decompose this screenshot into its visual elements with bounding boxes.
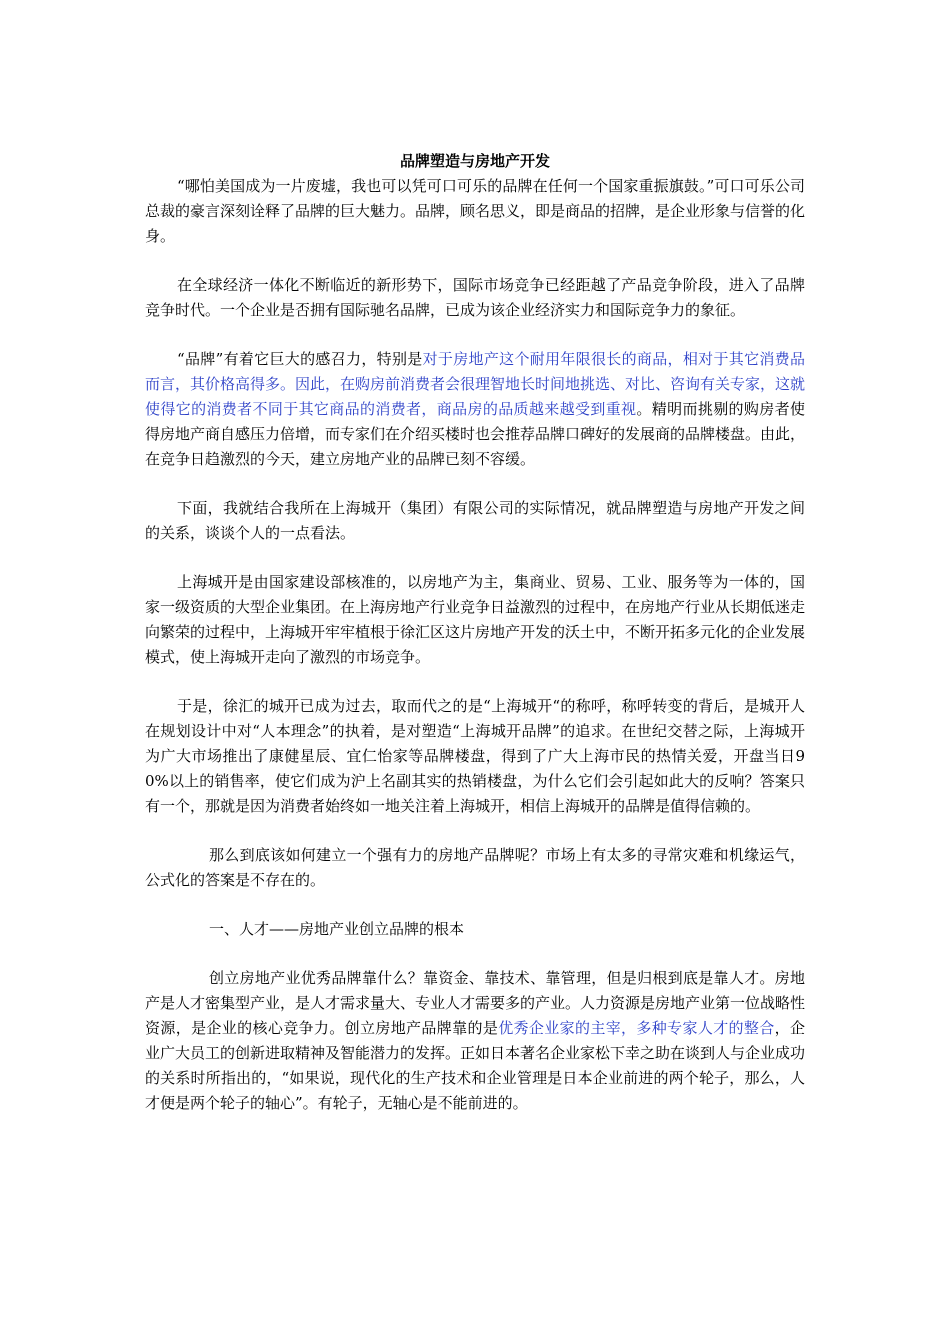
document-title: 品牌塑造与房地产开发 bbox=[399, 152, 550, 170]
hyperlink-text[interactable]: 对于房地产这个耐用年限很长的商品，相对于其它消费品而言，其价格高得多。因此，在购房前消费者会很理智地长时间地挑选、对比、咨询有关专家，这就使得它的消费者不同于其它商品的消费者，商品房的品质越来越受到重视 bbox=[145, 350, 806, 418]
document-page bbox=[145, 150, 805, 1140]
paragraph-9 bbox=[145, 966, 805, 1116]
paragraph-1 bbox=[145, 174, 805, 249]
paragraph-text: “哪怕美国成为一片废墟，我也可以凭可口可乐的品牌在任何一个国家重振旗鼓。”可口可乐公司总裁的豪言深刻诠释了品牌的巨大魅力。品牌，顾名思义，即是商品的招牌，是企业形象与信誉的化身。 bbox=[145, 177, 806, 245]
paragraph-text: 在全球经济一体化不断临近的新形势下，国际市场竞争已经距越了产品竞争阶段，进入了品牌竞争时代。一个企业是否拥有国际驰名品牌，已成为该企业经济实力和国际竞争力的象征。 bbox=[145, 276, 805, 319]
paragraph-4 bbox=[145, 496, 805, 546]
paragraph-text: 下面，我就结合我所在上海城开（集团）有限公司的实际情况，就品牌塑造与房地产开发之间的关系，谈谈个人的一点看法。 bbox=[145, 499, 805, 542]
paragraph-text: “品牌”有着它巨大的感召力，特别是 bbox=[177, 350, 423, 368]
paragraph-text: ，企业广大员工的创新进取精神及智能潜力的发挥。正如日本著名企业家松下幸之助在谈到人与企业成功的关系时所指出的，“如果说，现代化的生产技术和企业管理是日本企业前进的两个轮子，那么，人才便是两个轮子的轴心”。有轮子，无轴心是不能前进的。 bbox=[145, 1019, 806, 1112]
hyperlink-text[interactable]: 优秀企业家的主宰，多种专家人才的整合 bbox=[498, 1019, 775, 1037]
section-heading-text: 一、人才——房地产业创立品牌的根本 bbox=[209, 920, 465, 938]
section-heading bbox=[145, 917, 805, 942]
paragraph-text: 上海城开是由国家建设部核准的，以房地产为主，集商业、贸易、工业、服务等为一体的，国家一级资质的大型企业集团。在上海房地产行业竞争日益激烈的过程中，在房地产行业从长期低迷走向繁荣的过程中，上海城开牢牢植根于徐汇区这片房地产开发的沃土中，不断开拓多元化的企业发展模式，使上海城开走向了激烈的市场竞争。 bbox=[145, 573, 806, 666]
paragraph-text: 创立房地产业优秀品牌靠什么？靠资金、靠技术、靠管理，但是归根到底是靠人才。房地产是人才密集型产业，是人才需求量大、专业人才需要多的产业。人力资源是房地产业第一位战略性资源，是企业的核心竞争力。创立房地产品牌靠的是 bbox=[145, 969, 806, 1037]
paragraph-3 bbox=[145, 347, 805, 472]
paragraph-text: 。精明而挑剔的购房者使得房地产商自感压力倍增，而专家们在介绍买楼时也会推荐品牌口碑好的发展商的品牌楼盘。由此，在竞争日趋激烈的今天，建立房地产业的品牌已刻不容缓。 bbox=[145, 400, 806, 468]
paragraph-6 bbox=[145, 694, 805, 819]
paragraph-text: 那么到底该如何建立一个强有力的房地产品牌呢？市场上有太多的寻常灾难和机缘运气，公式化的答案是不存在的。 bbox=[145, 846, 805, 889]
paragraph-5 bbox=[145, 570, 805, 670]
paragraph-2 bbox=[145, 273, 805, 323]
paragraph-7 bbox=[145, 843, 805, 893]
paragraph-text: 于是，徐汇的城开已成为过去，取而代之的是“上海城开“的称呼，称呼转变的背后，是城开人在规划设计中对“人本理念”的执着，是对塑造“上海城开品牌”的追求。在世纪交替之际，上海城开为广大市场推出了康健星辰、宜仁怡家等品牌楼盘，得到了广大上海市民的热情关爱，开盘当日90%以上的销售率，使它们成为沪上名副其实的热销楼盘，为什么它们会引起如此大的反响？答案只有一个，那就是因为消费者始终如一地关注着上海城开，相信上海城开的品牌是值得信赖的。 bbox=[145, 697, 805, 815]
